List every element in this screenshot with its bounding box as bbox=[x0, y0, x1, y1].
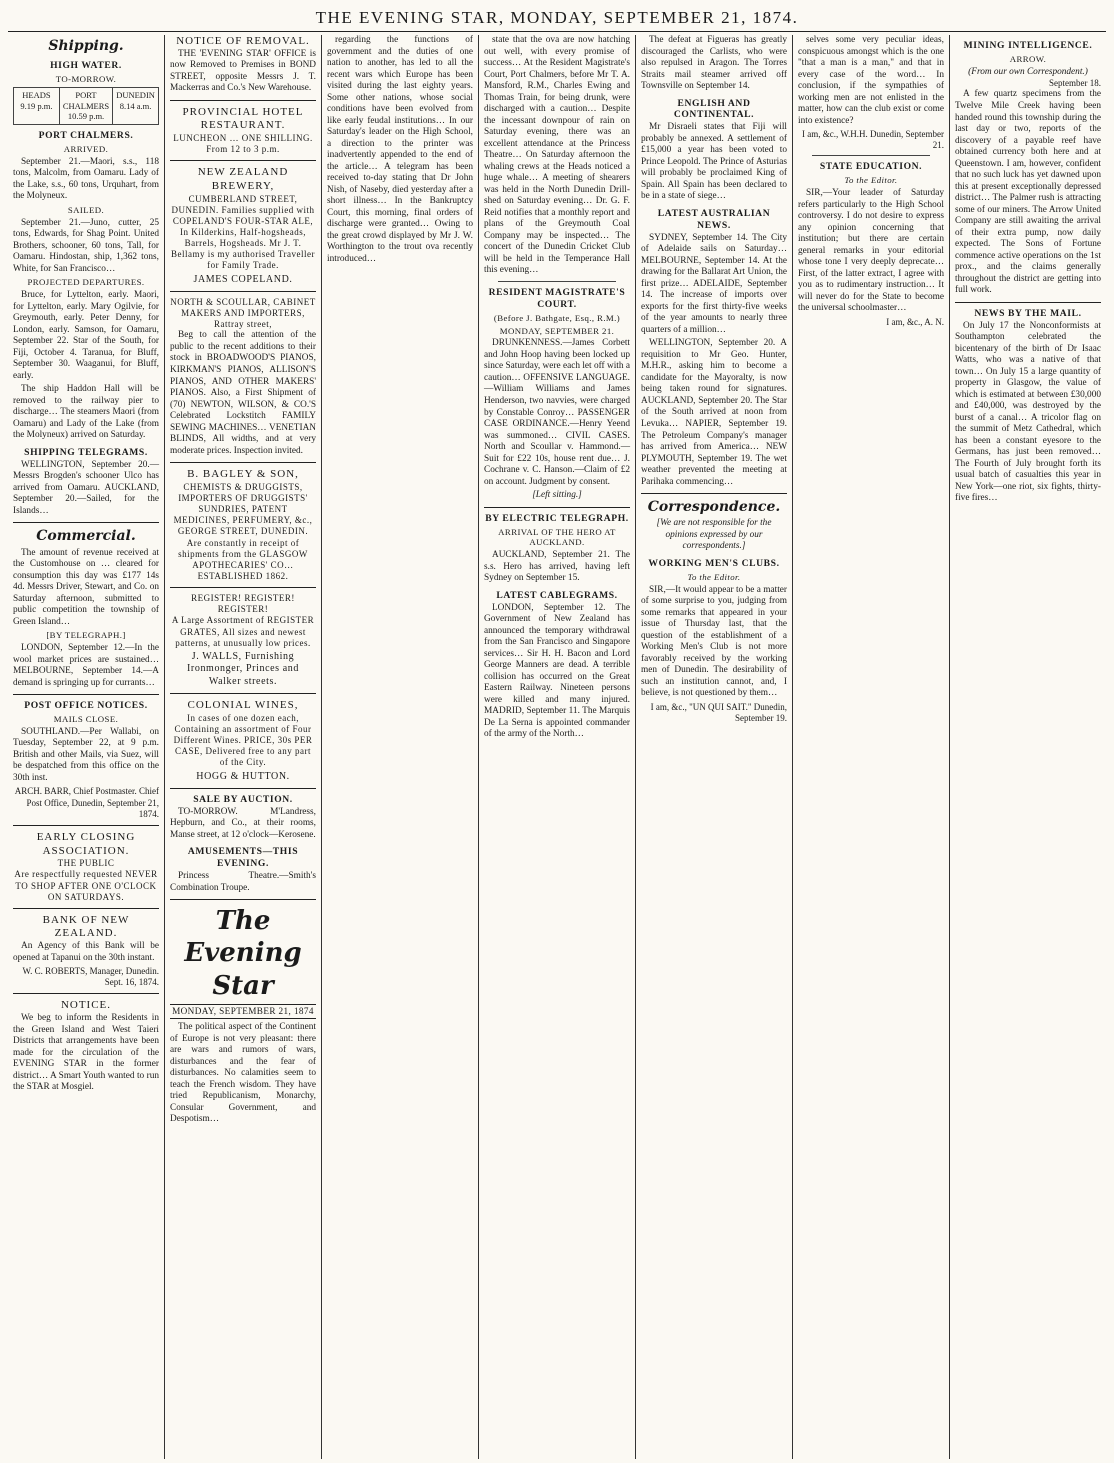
tide-table bbox=[13, 87, 159, 125]
column-3 bbox=[322, 35, 479, 1459]
bank-heading: BANK OF NEW ZEALAND. bbox=[42, 913, 130, 940]
divider bbox=[170, 100, 316, 101]
north-scoullar-heading: NORTH & SCOULLAR, CABINET MAKERS AND IMPORTERS, Rattray street, bbox=[170, 296, 316, 330]
early-closing-heading: EARLY CLOSING ASSOCIATION. bbox=[36, 830, 136, 857]
rm-court-text: DRUNKENNESS.—James Corbett and John Hoop having been locked up since Saturday, were each let off with a caution… OFFENSIVE LANGUAGE.—William Williams and James Henderson, two navvies, were charged by Constable Conroy… PASSENGER CASE ORDINANCE.—Henry Yeend was summoned… CIVIL CASES. North and Scoullar v. Hammond.—Suit for £22 10s, house rent due… J. Cochrane v. C. Hanson.—Claim of £2 on account. Judgment by consent. bbox=[484, 338, 630, 487]
mining-text: A few quartz specimens from the Twelve Mile Creek having been handed round this township during the last day or two, reports of the discovery of a payable reef have obtained currency both here and at Queenstown. I am, however, confident that no such luck has yet dawned upon this at present exceptionally depressed district… The Palmer rush is attracting some of our miners. The Arrow United Company are still awaiting the arrival of their extra pump, now daily expected. The Sons of Fortune commence active operations on the 1st prox., and the claims generally throughout the district are getting into full work. bbox=[955, 89, 1101, 296]
left-sitting-note: [Left sitting.] bbox=[532, 490, 582, 501]
australian-news-text: SYDNEY, September 14. The City of Adelaide sails on Saturday… MELBOURNE, September 14. At the drawing for the Ballarat Art Union, the first prize… ADELAIDE, September 14. The increase of imports over exports for the first thirty-five weeks of the year amounts to nearly three quarters of a million… bbox=[641, 232, 787, 335]
sailed-subheading: SAILED. bbox=[67, 204, 105, 215]
leader-text: The political aspect of the Continent of Europe is not very pleasant: there are wars and rumors of wars, disturbances and the fear of disturbances. No calamities seem to teach the French wisdom. They have tried Republicanism, Monarchy, Consular Government, and Despotism… bbox=[170, 1022, 316, 1125]
working-mens-clubs-heading: WORKING MEN'S CLUBS. bbox=[648, 558, 780, 569]
divider bbox=[955, 302, 1101, 303]
cablegrams-text: LONDON, September 12. The Government of New Zealand has announced the temporary withdrawal from the San Francisco and Singapore services… Sir H. H. Bacon and Lord George Manners are dead. A terrible collision has occurred on the Great Eastern Railway. Nineteen persons were killed and many injured. MADRID, September 11. The Marquis De La Serna is appointed commander of the army of the North… bbox=[484, 602, 630, 740]
columns bbox=[8, 35, 1106, 1459]
column-2 bbox=[165, 35, 322, 1459]
cablegrams-heading: LATEST CABLEGRAMS. bbox=[496, 589, 618, 601]
state-education-text: SIR,—Your leader of Saturday refers particularly to the High School controversy. I do not desire to express any opinion concerning that institution; but there are certain general remarks in your editorial whose tone I very deeply deprecate… First, of the latter extract, I agree with you as to rudimentary instruction… It will never do for the State to become the universal schoolmaster… bbox=[798, 188, 944, 314]
projected-subheading: PROJECTED DEPARTURES. bbox=[27, 277, 145, 288]
mining-heading: MINING INTELLIGENCE. bbox=[963, 40, 1093, 51]
early-closing-body: Are respectfully requested NEVER TO SHOP AFTER ONE O'CLOCK ON SATURDAYS. bbox=[14, 869, 158, 902]
port-chalmers-heading: PORT CHALMERS. bbox=[38, 129, 134, 141]
post-office-heading: POST OFFICE NOTICES. bbox=[24, 700, 148, 712]
amusements-heading: AMUSEMENTS—THIS EVENING. bbox=[187, 846, 299, 870]
divider bbox=[170, 291, 316, 292]
divider bbox=[170, 899, 316, 900]
hotel-text: LUNCHEON … ONE SHILLING. From 12 to 3 p.m. bbox=[173, 132, 313, 155]
tide-dunedin: DUNEDIN 8.14 a.m. bbox=[116, 90, 155, 111]
english-continental-heading: ENGLISH AND CONTINENTAL. bbox=[673, 97, 755, 121]
letter-continued-text: selves some very peculiar ideas, conspicuous amongst which is the one "that a man is a man," and that in every case of the word… In conclusion, if the sympathies of working men are not enlisted in the matter, how can the club exist or come into existence? bbox=[798, 35, 944, 126]
hero-text: AUCKLAND, September 21. The s.s. Hero has arrived, having left Sydney on September 15. bbox=[484, 550, 630, 584]
shipping-notes: The ship Haddon Hall will be removed to the railway pier to discharge… The steamers Maori (from Oamaru) and Lady of the Lake (from the Molyneux) arrived on Saturday. bbox=[13, 384, 159, 441]
news-by-mail-heading: NEWS BY THE MAIL. bbox=[974, 307, 1082, 319]
wines-signer: HOGG & HUTTON. bbox=[196, 770, 290, 782]
state-education-heading: STATE EDUCATION. bbox=[819, 161, 923, 173]
leader-continued-text: regarding the functions of government and the duties of one nation to another, has led to all the recent wars which Europe has been visited during the last eighty years. Some other nations, whose social conditions have been evolved from like early feudal institutions… In our Saturday's leader on the High School, a direction to the printer was inadvertently appended to the end of the article… A telegram has been received to-day stating that Dr John Nish, of Naseby, died yesterday after a short illness… In the Bankruptcy Court, this morning, final orders of discharge were granted… Owing to the great crowd displayed by Mr J. W. Worthington to the trout ova recently introduced… bbox=[327, 35, 473, 264]
correspondence-heading: Correspondence. bbox=[647, 499, 781, 516]
divider bbox=[13, 694, 159, 695]
correspondence-note: [We are not responsible for the opinions expressed by our correspondents.] bbox=[656, 518, 772, 552]
australian-news-heading: LATEST AUSTRALIAN NEWS. bbox=[657, 207, 771, 231]
brewery-signer: JAMES COPELAND. bbox=[193, 273, 293, 285]
arrow-note: (From our own Correspondent.) bbox=[968, 66, 1088, 77]
sailed-text: September 21.—Juno, cutter, 25 tons, Edwards, for Shag Point. United Brothers, schooner, 60 tons, Tall, for Oamaru. Hindostan, ship, 1,362 tons, White, for San Francisco… bbox=[13, 217, 159, 274]
divider bbox=[498, 281, 616, 282]
notice-text: We beg to inform the Residents in the Green Island and West Taieri Districts that arrangements have been made for the circulation of the EVENING STAR in the former district… A Smart Youth wanted to run the STAR at Mosgiel. bbox=[13, 1013, 159, 1093]
rm-court-date: MONDAY, SEPTEMBER 21. bbox=[499, 325, 615, 336]
telegraph-heading: BY ELECTRIC TELEGRAPH. bbox=[485, 512, 629, 524]
nz-telegrams-text: WELLINGTON, September 20. A requisition to Mr Geo. Hunter, M.H.R., asking him to become a candidate for the Mayoralty, is now being taken round for signatures. AUCKLAND, September 20. The Star of the South arrived at noon from Levuka… NAPIER, September 19. The Petroleum Company's manager has arrived from America… NEW PLYMOUTH, September 19. The wet weather prevented the meeting at Parihaka commencing… bbox=[641, 338, 787, 487]
mails-close-subheading: MAILS CLOSE. bbox=[53, 714, 119, 724]
sale-heading: SALE BY AUCTION. bbox=[193, 793, 293, 805]
rm-court-subheading: (Before J. Bathgate, Esq., R.M.) bbox=[493, 312, 621, 323]
shipping-heading: Shipping. bbox=[48, 38, 124, 54]
high-water-subheading: TO-MORROW. bbox=[55, 74, 117, 85]
removal-heading: NOTICE OF REMOVAL. bbox=[176, 35, 310, 47]
masthead: THE EVENING STAR, MONDAY, SEPTEMBER 21, 1874. bbox=[8, 6, 1106, 32]
divider bbox=[13, 522, 159, 523]
sale-text: TO-MORROW. M'Landress, Hepburn, and Co., at their rooms, Manse street, at 12 o'clock—Kerosene. bbox=[170, 806, 316, 840]
commercial-text: The amount of revenue received at the Customhouse on … cleared for consumption this day was £177 14s 4d. Messrs Driver, Stewart, and Co. on Saturday afternoon, submitted to public competition the township of Green Island… bbox=[13, 547, 159, 627]
telegraph-subheading: [BY TELEGRAPH.] bbox=[46, 630, 126, 641]
divider bbox=[641, 493, 787, 494]
brewery-text: CUMBERLAND STREET, DUNEDIN. Families supplied with COPELAND'S FOUR-STAR ALE, In Kilderkins, Half-hogsheads, Barrels, Hogsheads. Mr J. T. Bellamy is my authorised Traveller for Family Trade. bbox=[171, 193, 315, 271]
projected-text: Bruce, for Lyttelton, early. Maori, for Lyttelton, early. Mary Ogilvie, for Greymouth, early. Peter Denny, for London, early. Samson, for Oamaru, September 22. Star of the South, for Fiji, October 4. Taranua, for Bluff, September 30. Waaganui, for Bluff, early. bbox=[13, 290, 159, 381]
shipping-telegrams-text: WELLINGTON, September 20.—Messrs Brogden's schooner Ulco has arrived from Oamaru. AUCKLAND, September 20.—Sailed, for the Islands… bbox=[13, 459, 159, 516]
arrow-date: September 18. bbox=[1049, 78, 1101, 89]
north-scoullar-text: Beg to call the attention of the public to the recent additions to their stock in BROADWOOD'S PIANOS, KIRKMAN'S PIANOS, ALLISON'S PIANOS, AND OTHER MAKERS' PIANOS. Also, a First Shipment of (70) NEWTON, WILSON, & CO.'S Celebrated Lockstitch FAMILY SEWING MACHINES… VENETIAN BLINDS, All widths, and at very moderate prices. Inspection invited. bbox=[170, 330, 316, 456]
notice-heading: NOTICE. bbox=[60, 999, 112, 1012]
bagley-text: CHEMISTS & DRUGGISTS, IMPORTERS OF DRUGGISTS' SUNDRIES, PATENT MEDICINES, PERFUMERY, &c., GEORGE STREET, DUNEDIN. Are constantly in receipt of shipments from the GLASGOW APOTHECARIES' CO… ESTABLISHED 1862. bbox=[173, 481, 313, 581]
divider bbox=[484, 507, 630, 508]
hotel-heading: PROVINCIAL HOTEL RESTAURANT. bbox=[182, 105, 304, 132]
divider bbox=[170, 160, 316, 161]
letter-signer: I am, &c., W.H.H. Dunedin, September 21. bbox=[802, 129, 944, 151]
dateline: MONDAY, SEPTEMBER 21, 1874 bbox=[170, 1004, 316, 1019]
working-mens-clubs-text: SIR,—It would appear to be a matter of some surprise to you, judging from some remarks that appeared in your issue of Thursday last, that the question of the establishment of a Working Men's Club is not more favorably received by the working men of Dunedin. The desirability of such an institution cannot, and, I believe, is not questioned by them… bbox=[641, 584, 787, 699]
arrow-subheading: ARROW. bbox=[1009, 53, 1047, 64]
state-education-signer: I am, &c., A. N. bbox=[886, 316, 944, 327]
commercial-telegraph-text: LONDON, September 12.—In the wool market prices are sustained… MELBOURNE, September 14.—A demand is springing up for currants… bbox=[13, 643, 159, 688]
column-5 bbox=[636, 35, 793, 1459]
divider bbox=[170, 587, 316, 588]
working-mens-clubs-signer: I am, &c., "UN QUI SAIT." Dunedin, September 19. bbox=[650, 701, 787, 724]
wines-heading: COLONIAL WINES, bbox=[187, 699, 299, 712]
carlist-news-text: The defeat at Figueras has greatly discouraged the Carlists, who were also repulsed in Aragon. The Torres Straits mail steamer arrived off Townsville on September 14. bbox=[641, 35, 787, 92]
amusements-text: Princess Theatre.—Smith's Combination Troupe. bbox=[170, 871, 316, 893]
shipping-telegrams-heading: SHIPPING TELEGRAMS. bbox=[24, 446, 148, 458]
arrived-subheading: ARRIVED. bbox=[63, 143, 109, 154]
register-text: A Large Assortment of REGISTER GRATES, All sizes and newest patterns, at unusually low prices. bbox=[171, 615, 315, 648]
bagley-heading: B. BAGLEY & SON, bbox=[187, 468, 299, 481]
wines-text: In cases of one dozen each, Containing an assortment of Four Different Wines. PRICE, 30s PER CASE, Delivered free to any part of the City. bbox=[173, 712, 313, 768]
hero-heading: ARRIVAL OF THE HERO AT AUCKLAND. bbox=[498, 526, 616, 548]
rm-court-heading: RESIDENT MAGISTRATE'S COURT. bbox=[488, 286, 626, 310]
divider bbox=[13, 825, 159, 826]
column-6 bbox=[793, 35, 950, 1459]
column-1 bbox=[8, 35, 165, 1459]
high-water-heading: HIGH WATER. bbox=[50, 60, 122, 72]
commercial-heading: Commercial. bbox=[36, 528, 136, 545]
removal-text: THE 'EVENING STAR' OFFICE is now Removed to Premises in BOND STREET, opposite Messrs J. T. Mackerras and Co.'s New Warehouse. bbox=[170, 48, 316, 94]
state-education-subheading: To the Editor. bbox=[844, 175, 898, 186]
nameplate: The Evening Star bbox=[184, 906, 302, 1001]
post-office-signer: ARCH. BARR, Chief Postmaster. Chief Post Office, Dunedin, September 21, 1874. bbox=[14, 786, 159, 819]
divider bbox=[812, 155, 930, 156]
divider bbox=[170, 788, 316, 789]
tide-port-chalmers: PORT CHALMERS 10.59 p.m. bbox=[60, 88, 113, 124]
tide-heads: HEADS 9.19 p.m. bbox=[14, 88, 60, 124]
early-closing-public: THE PUBLIC bbox=[57, 858, 115, 869]
news-by-mail-text: On July 17 the Nonconformists at Southampton celebrated the bicentenary of the birth of Dr Isaac Watts, who was a native of that town… On July 15 a large quantity of property in Glasgow, the value of which is estimated at between £30,000 and £40,000, was destroyed by the burst of a canal… A tricolor flag on the summit of Metz Cathedral, which has been a constant eyesore to the Germans, has just been removed… The Fourth of July brought forth its usual batch of casualties this year in New York—one riot, six fights, thirty-five fires… bbox=[955, 320, 1101, 504]
column-4 bbox=[479, 35, 636, 1459]
divider bbox=[13, 993, 159, 994]
post-office-text: SOUTHLAND.—Per Wallabi, on Tuesday, September 22, at 9 p.m. British and other Mails, via Suez, will be despatched from this office on the 30th inst. bbox=[13, 726, 159, 783]
column-7 bbox=[950, 35, 1106, 1459]
register-heading: REGISTER! REGISTER! REGISTER! bbox=[191, 593, 295, 615]
divider bbox=[170, 462, 316, 463]
local-news-text: state that the ova are now hatching out well, with every promise of success… At the Resident Magistrate's Court, Port Chalmers, before Mr T. A. Mansford, R.M., Charles Ewing and Thomas Train, for being drunk, were discharged with a caution… Despite the incessant downpour of rain on Saturday evening, there was an excellent attendance at the Princess Theatre… On Saturday afternoon the whaling crews at the Heads noticed a huge whale… A meeting of shearers was held in the North Dunedin Drill-shed on Saturday evening… Dr. G. F. Reid notifies that a monthly report and plans of the Greymouth Coal Company may be inspected… The concert of the Dunedin Cricket Club will be held in the Temperance Hall this evening… bbox=[484, 35, 630, 276]
english-continental-text: Mr Disraeli states that Fiji will probably be annexed. A settlement of £15,000 a year has been voted to Prince Leopold. The Prince of Asturias will probably be proclaimed King of Spain. All Spain has been declared to be in a state of siege… bbox=[641, 122, 787, 202]
bank-signer: W. C. ROBERTS, Manager, Dunedin. Sept. 16, 1874. bbox=[22, 966, 159, 988]
register-signer: J. WALLS, Furnishing Ironmonger, Princes and Walker streets. bbox=[187, 650, 299, 687]
working-mens-clubs-subheading: To the Editor. bbox=[687, 571, 741, 582]
arrived-text: September 21.—Maori, s.s., 118 tons, Malcolm, from Oamaru. Lady of the Lake, s.s., 60 tons, Urquhart, from the Molyneux. bbox=[13, 156, 159, 202]
divider bbox=[170, 693, 316, 694]
bank-text: An Agency of this Bank will be opened at Tapanui on the 30th instant. bbox=[13, 941, 159, 963]
divider bbox=[13, 908, 159, 909]
brewery-heading: NEW ZEALAND BREWERY, bbox=[197, 166, 289, 192]
